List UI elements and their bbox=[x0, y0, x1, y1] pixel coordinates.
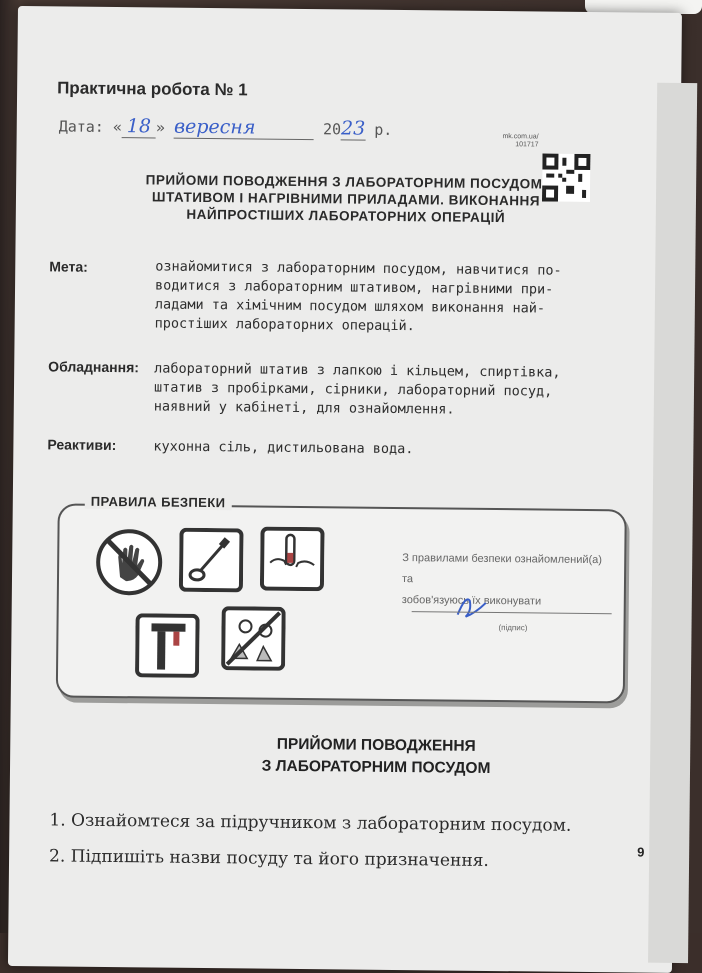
no-touch-icon bbox=[94, 527, 165, 598]
page-number: 9 bbox=[637, 844, 645, 860]
spatula-icon bbox=[179, 528, 244, 593]
topic-heading bbox=[136, 171, 557, 226]
equipment-line: штатив з пробірками, сірники, лабораторний посуд, bbox=[153, 379, 553, 400]
date-month: вересня bbox=[173, 115, 256, 139]
quote-close: » bbox=[155, 118, 166, 137]
goal-line: простіших лабораторних операцій. bbox=[154, 315, 415, 335]
signature-scribble bbox=[452, 591, 492, 621]
qr-link-text bbox=[491, 133, 539, 150]
tube-stand-icon bbox=[135, 613, 200, 678]
test-tube-hands-icon bbox=[260, 527, 325, 592]
date-label: Дата: bbox=[58, 117, 104, 136]
section-heading-line-2: З ЛАБОРАТОРНИМ ПОСУДОМ bbox=[261, 757, 491, 777]
reagents-label: Реактиви: bbox=[47, 436, 117, 454]
statement-line-1: З правилами безпеки ознайомлений(а) та bbox=[401, 552, 603, 586]
goal-text bbox=[155, 257, 606, 338]
qr-link-line1: mk.com.ua/ bbox=[502, 133, 539, 141]
signature-caption: (підпис) bbox=[498, 623, 528, 633]
equipment-line: лабораторний штатив з лапкою і кільцем, спиртівка, bbox=[154, 360, 561, 381]
goal-label: Мета: bbox=[49, 258, 88, 275]
equipment-label: Обладнання: bbox=[48, 358, 140, 376]
goal-line: ладами та хімічним посудом шляхом виконання най- bbox=[154, 296, 546, 317]
date-day: 18 bbox=[126, 115, 152, 138]
date-line bbox=[59, 114, 393, 140]
no-heating-icon bbox=[221, 606, 286, 671]
topic-line-3: НАЙПРОСТІШИХ ЛАБОРАТОРНИХ ОПЕРАЦІЙ bbox=[186, 206, 506, 226]
topic-line-1: ПРИЙОМИ ПОВОДЖЕННЯ З ЛАБОРАТОРНИМ ПОСУДОМ, bbox=[145, 172, 547, 192]
page-title: Практична робота № 1 bbox=[57, 78, 248, 100]
topic-line-2: ШТАТИВОМ І НАГРІВНИМИ ПРИЛАДАМИ. ВИКОНАННЯ bbox=[151, 189, 541, 209]
section-heading bbox=[246, 733, 506, 780]
goal-line: ознайомитися з лабораторним посудом, навчитися по- bbox=[155, 258, 562, 279]
safety-title: ПРАВИЛА БЕЗПЕКИ bbox=[85, 494, 232, 511]
section-heading-line-1: ПРИЙОМИ ПОВОДЖЕННЯ bbox=[276, 735, 476, 755]
statement-line-2: зобов'язуюсь їх виконувати bbox=[401, 594, 542, 608]
equipment-line: наявний у кабінеті, для ознайомлення. bbox=[153, 398, 455, 418]
year-end: р. bbox=[374, 120, 393, 139]
quote-open: « bbox=[112, 118, 123, 137]
task-1: 1. Ознайомтеся за підручником з лабораторним посудом. bbox=[49, 810, 572, 836]
qr-link-line2: 101717 bbox=[515, 141, 539, 149]
workbook-page bbox=[8, 6, 682, 973]
safety-statement bbox=[402, 548, 613, 613]
reagents-text: кухонна сіль, дистильована вода. bbox=[153, 438, 414, 458]
year-suffix: 23 bbox=[340, 117, 366, 140]
year-prefix: 20 bbox=[322, 120, 342, 139]
goal-line: водитися з лабораторним штативом, нагрівними при- bbox=[154, 277, 554, 298]
equipment-text bbox=[154, 359, 605, 421]
task-2: 2. Підпишіть назви посуду та його призначення. bbox=[48, 846, 489, 871]
